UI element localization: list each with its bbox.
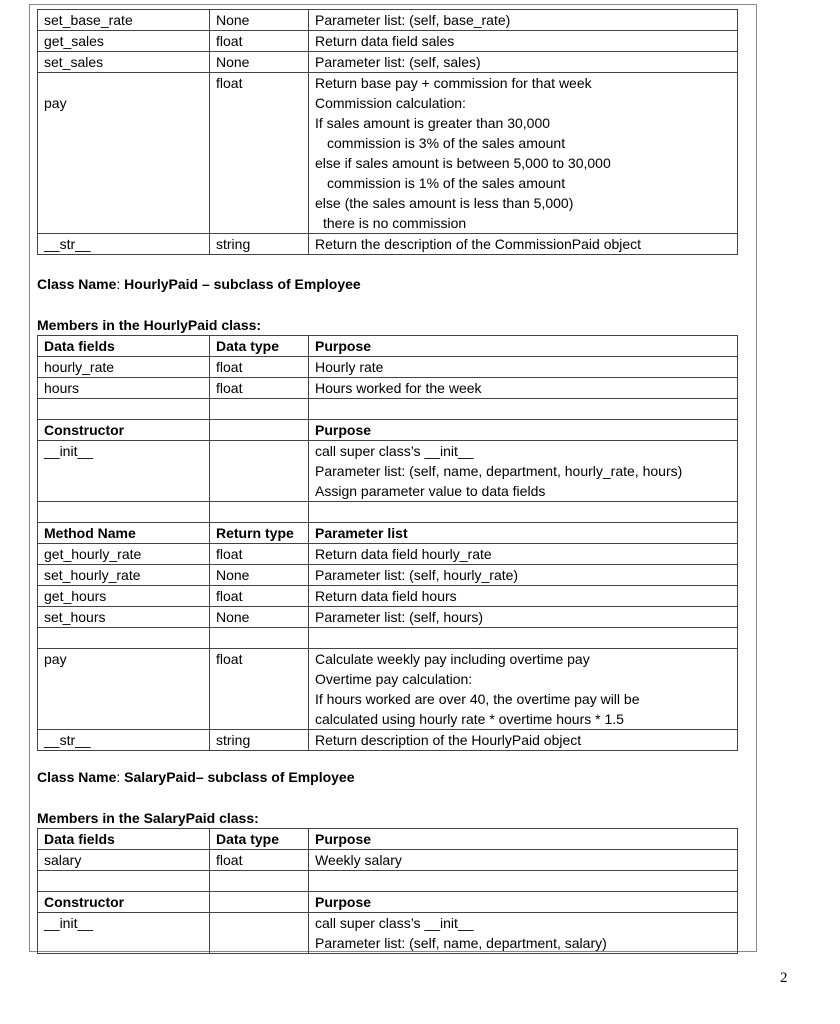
description-line: Return data field sales xyxy=(315,33,455,49)
empty-cell xyxy=(309,502,738,523)
empty-cell xyxy=(210,628,309,649)
column-header: Purpose xyxy=(309,829,738,850)
column-header: Data fields xyxy=(38,829,210,850)
method-row xyxy=(38,565,738,586)
column-header: Purpose xyxy=(309,336,738,357)
constructor-name: __init__ xyxy=(38,913,210,954)
header-row xyxy=(38,523,738,544)
description-line: If hours worked are over 40, the overtime pay will be xyxy=(315,691,640,707)
constructor-row xyxy=(38,913,738,954)
method-name: set_hourly_rate xyxy=(38,565,210,586)
description-line: Parameter list: (self, name, department, salary) xyxy=(315,935,607,951)
column-header: Data fields xyxy=(38,336,210,357)
description-line: commission is 3% of the sales amount xyxy=(327,135,566,151)
empty-cell xyxy=(309,871,738,892)
description-line: calculated using hourly rate * overtime hours * 1.5 xyxy=(315,711,624,727)
header-row xyxy=(38,420,738,441)
field-purpose: Hours worked for the week xyxy=(309,378,738,399)
description-line: call super class’s __init__ xyxy=(315,443,474,459)
description-line: else if sales amount is between 5,000 to 30,000 xyxy=(315,155,611,171)
constructor-description xyxy=(309,913,738,954)
salary-members-title: Members in the SalaryPaid class: xyxy=(37,810,259,826)
return-type: float xyxy=(210,31,309,52)
method-description: Parameter list: (self, hourly_rate) xyxy=(309,565,738,586)
column-header: Constructor xyxy=(38,892,210,913)
method-row xyxy=(38,544,738,565)
description-line: there is no commission xyxy=(323,215,467,231)
commission-methods-table xyxy=(37,9,738,255)
return-type: float xyxy=(210,544,309,565)
field-row xyxy=(38,378,738,399)
empty-cell xyxy=(210,913,309,954)
description-line: else (the sales amount is less than 5,000) xyxy=(315,195,574,211)
empty-cell xyxy=(210,420,309,441)
empty-cell xyxy=(210,502,309,523)
field-type: float xyxy=(210,378,309,399)
column-header: Return type xyxy=(210,523,309,544)
method-row-pay xyxy=(38,649,738,730)
field-type: float xyxy=(210,357,309,378)
method-description xyxy=(309,10,738,31)
method-name: set_sales xyxy=(38,52,210,73)
column-header: Method Name xyxy=(38,523,210,544)
empty-cell xyxy=(38,628,210,649)
column-header: Parameter list xyxy=(309,523,738,544)
return-type: float xyxy=(210,73,309,234)
description-line: Calculate weekly pay including overtime pay xyxy=(315,651,590,667)
page-number: 2 xyxy=(780,970,788,986)
field-type: float xyxy=(210,850,309,871)
method-description xyxy=(309,649,738,730)
hourly-members-table xyxy=(37,335,738,751)
spacer-row xyxy=(38,871,738,892)
empty-cell xyxy=(210,892,309,913)
description-line: Overtime pay calculation: xyxy=(315,671,473,687)
description-line: Parameter list: (self, sales) xyxy=(315,54,481,70)
empty-cell xyxy=(38,502,210,523)
empty-cell xyxy=(309,399,738,420)
hourly-class-title: Class Name: HourlyPaid – subclass of Employee xyxy=(37,276,361,292)
salary-class-title: Class Name: SalaryPaid– subclass of Employee xyxy=(37,769,355,785)
return-type: None xyxy=(210,565,309,586)
method-name: get_hourly_rate xyxy=(38,544,210,565)
return-type: float xyxy=(210,649,309,730)
method-row xyxy=(38,607,738,628)
field-row xyxy=(38,357,738,378)
method-row xyxy=(38,10,738,31)
return-type: float xyxy=(210,586,309,607)
constructor-row xyxy=(38,441,738,502)
field-row xyxy=(38,850,738,871)
spacer-row xyxy=(38,399,738,420)
description-line: call super class’s __init__ xyxy=(315,915,474,931)
empty-cell xyxy=(210,399,309,420)
method-description: Return description of the HourlyPaid object xyxy=(309,730,738,751)
method-name xyxy=(38,73,210,234)
spacer-row xyxy=(38,502,738,523)
method-name: __str__ xyxy=(38,730,210,751)
field-purpose: Hourly rate xyxy=(309,357,738,378)
method-name-text: pay xyxy=(44,95,67,111)
method-description: Return data field hourly_rate xyxy=(309,544,738,565)
column-header: Purpose xyxy=(309,420,738,441)
field-name: hours xyxy=(38,378,210,399)
empty-cell xyxy=(38,871,210,892)
constructor-description xyxy=(309,441,738,502)
header-row xyxy=(38,829,738,850)
method-description xyxy=(309,52,738,73)
method-name: pay xyxy=(38,649,210,730)
class-label: Class Name xyxy=(37,769,117,785)
column-header: Data type xyxy=(210,829,309,850)
description-line: commission is 1% of the sales amount xyxy=(327,175,566,191)
header-row xyxy=(38,892,738,913)
description-line: Parameter list: (self, name, department, hourly_rate, hours) xyxy=(315,463,683,479)
method-row-str xyxy=(38,730,738,751)
column-header: Data type xyxy=(210,336,309,357)
empty-cell xyxy=(38,399,210,420)
column-header: Purpose xyxy=(309,892,738,913)
return-type: None xyxy=(210,52,309,73)
method-row xyxy=(38,52,738,73)
method-description xyxy=(309,73,738,234)
class-title-text: HourlyPaid – subclass of Employee xyxy=(124,276,361,292)
method-name: set_hours xyxy=(38,607,210,628)
method-row-pay xyxy=(38,73,738,234)
field-name: salary xyxy=(38,850,210,871)
hourly-members-title: Members in the HourlyPaid class: xyxy=(37,317,262,333)
class-label: Class Name xyxy=(37,276,117,292)
spacer-row xyxy=(38,628,738,649)
constructor-name: __init__ xyxy=(38,441,210,502)
method-description: Return data field hours xyxy=(309,586,738,607)
description-line: Return base pay + commission for that week xyxy=(315,75,592,91)
empty-cell xyxy=(210,871,309,892)
method-name: set_base_rate xyxy=(38,10,210,31)
return-type: string xyxy=(210,730,309,751)
method-name: get_hours xyxy=(38,586,210,607)
empty-cell xyxy=(210,441,309,502)
empty-cell xyxy=(309,628,738,649)
method-row xyxy=(38,586,738,607)
description-line: If sales amount is greater than 30,000 xyxy=(315,115,551,131)
field-name: hourly_rate xyxy=(38,357,210,378)
method-row-str xyxy=(38,234,738,255)
return-type: string xyxy=(210,234,309,255)
method-name: __str__ xyxy=(38,234,210,255)
method-description xyxy=(309,31,738,52)
description-line: Assign parameter value to data fields xyxy=(315,483,546,499)
method-description: Return the description of the CommissionPaid object xyxy=(309,234,738,255)
method-description: Parameter list: (self, hours) xyxy=(309,607,738,628)
salary-members-table xyxy=(37,828,738,954)
method-row xyxy=(38,31,738,52)
class-title-text: SalaryPaid– subclass of Employee xyxy=(124,769,355,785)
description-line: Parameter list: (self, base_rate) xyxy=(315,12,511,28)
return-type: None xyxy=(210,607,309,628)
description-line: Commission calculation: xyxy=(315,95,466,111)
field-purpose: Weekly salary xyxy=(309,850,738,871)
return-type: None xyxy=(210,10,309,31)
column-header: Constructor xyxy=(38,420,210,441)
method-name: get_sales xyxy=(38,31,210,52)
header-row xyxy=(38,336,738,357)
